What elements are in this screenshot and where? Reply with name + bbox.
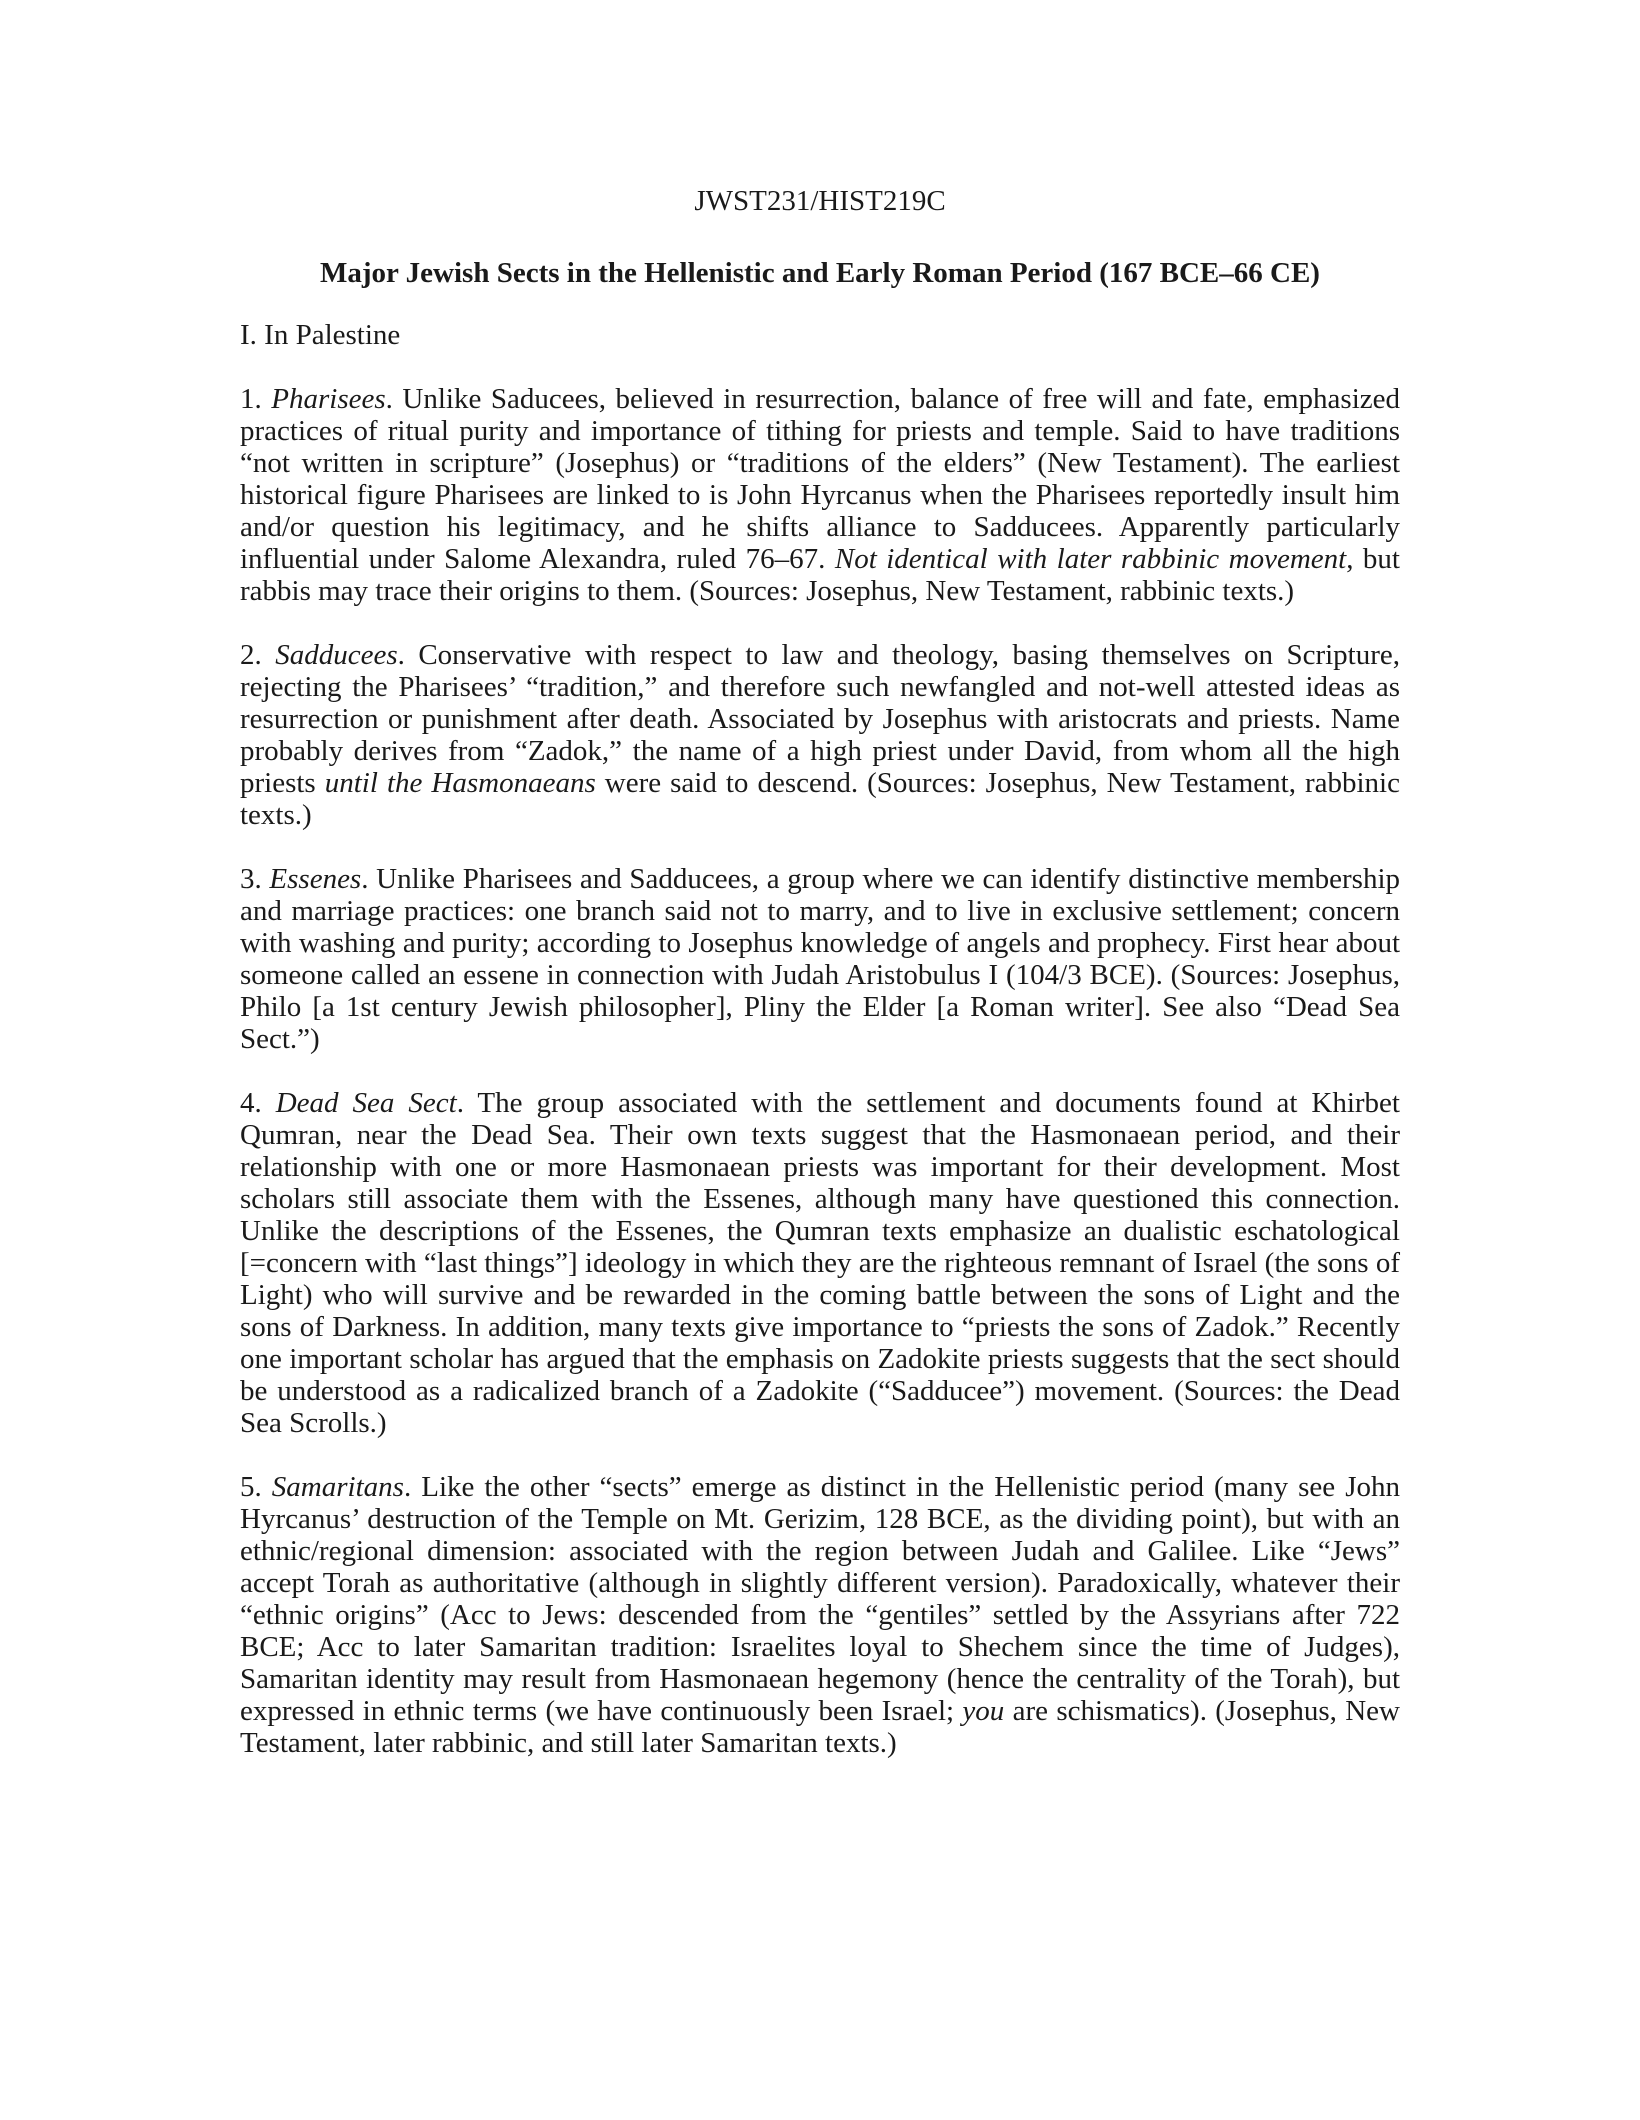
- entry-samaritans: [240, 1471, 1400, 1759]
- entry-number: 2.: [240, 639, 276, 671]
- entry-number: 5.: [240, 1471, 272, 1503]
- entry-text-continued: were said to descend. (Sources: Josephus, New Testament, rabbinic texts.): [240, 767, 1400, 831]
- entry-text: . Conservative with respect to law and theology, basing themselves on Scripture, rejecting the Pharisees’ “tradition,” and therefore such newfangled and not-well attested ideas as resurrection or punishment after death. Associated by Josephus with aristocrats and priests. Name probably derives from “Zadok,” the name of a high priest under David, from whom all the high priests: [240, 639, 1400, 799]
- entry-text-continued: are schismatics). (Josephus, New Testament, later rabbinic, and still later Samaritan texts.): [240, 1695, 1400, 1759]
- entry-italic-text: until the Hasmonaeans: [324, 767, 596, 799]
- entry-text: . Unlike Pharisees and Sadducees, a group where we can identify distinctive membership and marriage practices: one branch said not to marry, and to live in exclusive settlement; concern with washing and purity; according to Josephus knowledge of angels and prophecy. First hear about someone called an essene in connection with Judah Aristobulus I (104/3 BCE). (Sources: Josephus, Philo [a 1st century Jewish philosopher], Pliny the Elder [a Roman writer]. See also “Dead Sea Sect.”): [240, 863, 1401, 1055]
- entry-number: 4.: [240, 1087, 276, 1119]
- entry-term: Samaritans: [271, 1471, 404, 1503]
- entry-dead-sea-sect: [240, 1087, 1400, 1439]
- entry-text-continued: , but rabbis may trace their origins to them. (Sources: Josephus, New Testament, rabbinic texts.): [240, 543, 1400, 607]
- entry-pharisees: [240, 383, 1400, 607]
- entry-italic-text: you: [962, 1695, 1005, 1727]
- entry-sadducees: [240, 639, 1400, 831]
- document-title: Major Jewish Sects in the Hellenistic and Early Roman Period (167 BCE–66 CE): [320, 257, 1320, 289]
- entry-term: Dead Sea Sect: [275, 1087, 457, 1119]
- entry-number: 3.: [240, 863, 270, 895]
- entry-italic-text: Not identical with later rabbinic movement: [834, 543, 1347, 575]
- entry-number: 1.: [240, 383, 272, 415]
- entry-term: Pharisees: [271, 383, 386, 415]
- entry-term: Essenes: [269, 863, 362, 895]
- entry-text: . Unlike Saducees, believed in resurrection, balance of free will and fate, emphasized practices of ritual purity and importance of tithing for priests and temple. Said to have traditions “not written in scripture” (Josephus) or “traditions of the elders” (New Testament). The earliest historical figure Pharisees are linked to is John Hyrcanus when the Pharisees reportedly insult him and/or question his legitimacy, and he shifts alliance to Sadducees. Apparently particularly influential under Salome Alexandra, ruled 76–67.: [240, 383, 1400, 575]
- entry-term: Sadducees: [275, 639, 398, 671]
- entry-text: . Like the other “sects” emerge as distinct in the Hellenistic period (many see John Hyrcanus’ destruction of the Temple on Mt. Gerizim, 128 BCE, as the dividing point), but with an ethnic/regional dimension: associated with the region between Judah and Galilee. Like “Jews” accept Torah as authoritative (although in slightly different version). Paradoxically, whatever their “ethnic origins” (Acc to Jews: descended from the “gentiles” settled by the Assyrians after 722 BCE; Acc to later Samaritan tradition: Israelites loyal to Shechem since the time of Judges), Samaritan identity may result from Hasmonaean hegemony (hence the centrality of the Torah), but expressed in ethnic terms (we have continuously been Israel;: [240, 1471, 1400, 1727]
- entry-essenes: [240, 863, 1400, 1055]
- entry-text: . The group associated with the settlement and documents found at Khirbet Qumran, near the Dead Sea. Their own texts suggest that the Hasmonaean period, and their relationship with one or more Hasmonaean priests was important for their development. Most scholars still associate them with the Essenes, although many have questioned this connection. Unlike the descriptions of the Essenes, the Qumran texts emphasize an dualistic eschatological [=concern with “last things”] ideology in which they are the righteous remnant of Israel (the sons of Light) who will survive and be rewarded in the coming battle between the sons of Light and the sons of Darkness. In addition, many texts give importance to “priests the sons of Zadok.” Recently one important scholar has argued that the emphasis on Zadokite priests suggests that the sect should be understood as a radicalized branch of a Zadokite (“Sadducee”) movement. (Sources: the Dead Sea Scrolls.): [240, 1087, 1400, 1439]
- section-heading: I. In Palestine: [240, 319, 401, 351]
- course-code: JWST231/HIST219C: [694, 185, 946, 217]
- document-page: [240, 185, 1400, 1791]
